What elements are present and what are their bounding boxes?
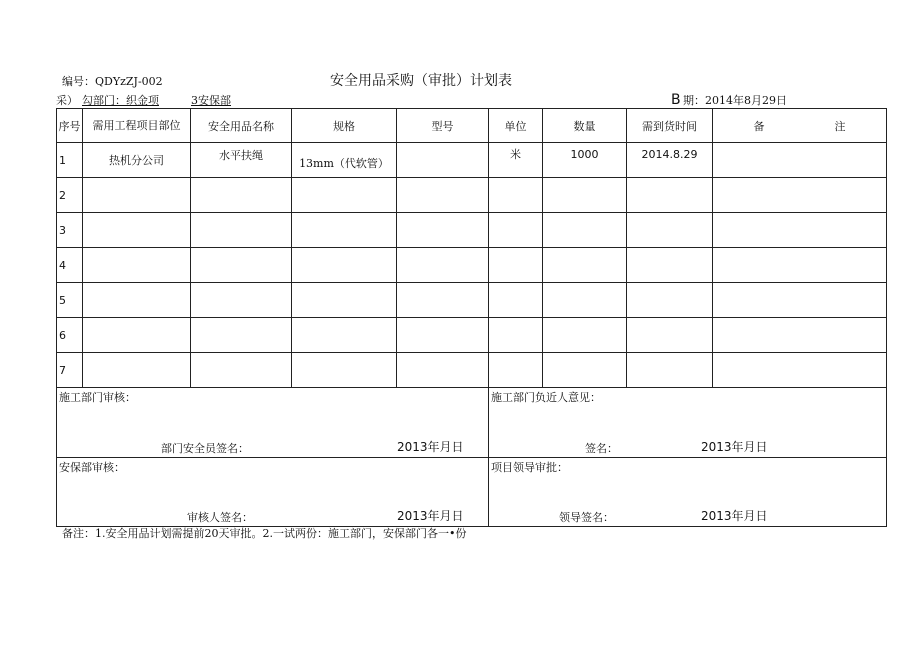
row-qty <box>543 143 627 178</box>
row-project <box>83 143 191 178</box>
col-header-date <box>627 109 713 143</box>
safety-date: 2013年月日 <box>397 509 464 523</box>
row-note <box>713 353 887 388</box>
safety-review-label: 安保部审核： <box>59 461 125 474</box>
row-unit <box>489 353 543 388</box>
row-date <box>627 178 713 213</box>
col-header-model <box>397 109 489 143</box>
construction-opinion-label: 施工部门负近人意见： <box>491 391 601 404</box>
table-row <box>57 283 887 318</box>
row-no-label: 5 <box>59 293 66 307</box>
row-model <box>397 178 489 213</box>
date-mark: B <box>671 92 681 108</box>
request-date: 期：2014年8月29日 <box>683 94 787 107</box>
row-date <box>627 283 713 318</box>
row-note <box>713 248 887 283</box>
col-header-date-label: 需到货时间 <box>642 119 697 133</box>
row-model <box>397 283 489 318</box>
row-project-label: 热机分公司 <box>109 154 164 167</box>
row-note <box>713 318 887 353</box>
row-name <box>191 318 292 353</box>
row-project <box>83 248 191 283</box>
row-qty <box>543 318 627 353</box>
row-no <box>57 213 83 248</box>
row-name <box>191 248 292 283</box>
table-row <box>57 353 887 388</box>
row-spec-label: 13mm（代软管） <box>299 157 389 170</box>
row-unit <box>489 283 543 318</box>
row-name-label: 水平扶绳 <box>219 149 263 162</box>
col-header-name <box>191 109 292 143</box>
row-date <box>627 318 713 353</box>
row-no <box>57 248 83 283</box>
col-header-note-label-1: 备 <box>753 119 765 133</box>
row-note <box>713 283 887 318</box>
dept-label: 勾部门：织金项 <box>82 94 159 107</box>
row-spec <box>292 178 397 213</box>
row-unit <box>489 318 543 353</box>
col-header-no <box>57 109 83 143</box>
row-spec <box>292 353 397 388</box>
row-project <box>83 213 191 248</box>
table-row <box>57 318 887 353</box>
row-project <box>83 283 191 318</box>
leader-review-label: 项目领导审批： <box>491 461 568 474</box>
col-header-qty-label: 数量 <box>573 119 596 133</box>
row-note <box>713 213 887 248</box>
col-header-project-label: 需用工程项目部位 <box>92 118 181 132</box>
form-title: 安全用品采购（审批）计划表 <box>330 73 512 89</box>
table-row <box>57 178 887 213</box>
row-project <box>83 178 191 213</box>
row-qty-label: 1000 <box>570 148 599 161</box>
col-header-qty <box>543 109 627 143</box>
construction-date: 2013年月日 <box>397 440 464 454</box>
purchase-table <box>56 108 887 527</box>
row-name <box>191 178 292 213</box>
row-project <box>83 318 191 353</box>
row-name <box>191 143 292 178</box>
col-header-note-label-2: 注 <box>834 119 846 133</box>
row-no <box>57 143 83 178</box>
safety-review-box <box>57 458 489 527</box>
row-no-label: 3 <box>59 223 66 237</box>
table-row <box>57 248 887 283</box>
row-date <box>627 213 713 248</box>
dept-suffix: 3安保部 <box>191 94 231 107</box>
leader-signer-label: 领导签名： <box>559 511 614 524</box>
col-header-note <box>713 109 887 143</box>
row-no-label: 7 <box>59 363 66 377</box>
opinion-date: 2013年月日 <box>701 440 768 454</box>
form-code: 编号：QDYzZJ-002 <box>62 75 163 88</box>
opinion-signer-label: 签名： <box>585 442 618 455</box>
row-no-label: 6 <box>59 328 66 342</box>
row-date <box>627 248 713 283</box>
row-no <box>57 318 83 353</box>
col-header-spec-label: 规格 <box>333 119 355 133</box>
row-project <box>83 353 191 388</box>
construction-signer-label: 部门安全员签名： <box>161 442 249 455</box>
row-note <box>713 143 887 178</box>
row-model <box>397 143 489 178</box>
row-qty <box>543 248 627 283</box>
row-qty <box>543 353 627 388</box>
row-name <box>191 213 292 248</box>
row-qty <box>543 213 627 248</box>
col-header-model-label: 型号 <box>431 119 454 133</box>
row-no-label: 2 <box>59 188 66 202</box>
row-model <box>397 318 489 353</box>
row-spec <box>292 213 397 248</box>
approval-row-2 <box>57 458 887 527</box>
row-unit-label: 米 <box>510 148 521 161</box>
col-header-project <box>83 109 191 143</box>
row-unit <box>489 143 543 178</box>
footnote: 备注：1.安全用品计划需提前20天审批。2.一试两份：施工部门，安保部门各一•份 <box>62 527 467 540</box>
row-qty <box>543 283 627 318</box>
row-date <box>627 143 713 178</box>
row-date <box>627 353 713 388</box>
row-qty <box>543 178 627 213</box>
safety-signer-label: 审核人签名： <box>187 511 253 524</box>
row-unit <box>489 213 543 248</box>
row-no-label: 1 <box>59 153 66 167</box>
row-spec <box>292 283 397 318</box>
row-no <box>57 353 83 388</box>
col-header-unit <box>489 109 543 143</box>
leader-date: 2013年月日 <box>701 509 768 523</box>
header-row <box>57 109 887 143</box>
approval-row-1 <box>57 388 887 458</box>
col-header-unit-label: 单位 <box>504 119 527 133</box>
dept-prefix: 采） <box>56 94 78 107</box>
row-unit <box>489 248 543 283</box>
col-header-spec <box>292 109 397 143</box>
row-spec <box>292 143 397 178</box>
leader-review-box <box>489 458 887 527</box>
row-unit <box>489 178 543 213</box>
row-note <box>713 178 887 213</box>
row-spec <box>292 248 397 283</box>
row-no <box>57 178 83 213</box>
construction-opinion-box <box>489 388 887 458</box>
row-model <box>397 248 489 283</box>
col-header-no-label: 序号 <box>58 119 81 133</box>
table-row <box>57 213 887 248</box>
construction-review-label: 施工部门审核： <box>59 391 136 404</box>
table-row <box>57 143 887 178</box>
row-date-label: 2014.8.29 <box>641 148 698 161</box>
col-header-name-label: 安全用品名称 <box>208 119 274 133</box>
row-name <box>191 283 292 318</box>
construction-review-box <box>57 388 489 458</box>
row-no-label: 4 <box>59 258 66 272</box>
row-no <box>57 283 83 318</box>
row-name <box>191 353 292 388</box>
row-spec <box>292 318 397 353</box>
row-model <box>397 353 489 388</box>
row-model <box>397 213 489 248</box>
